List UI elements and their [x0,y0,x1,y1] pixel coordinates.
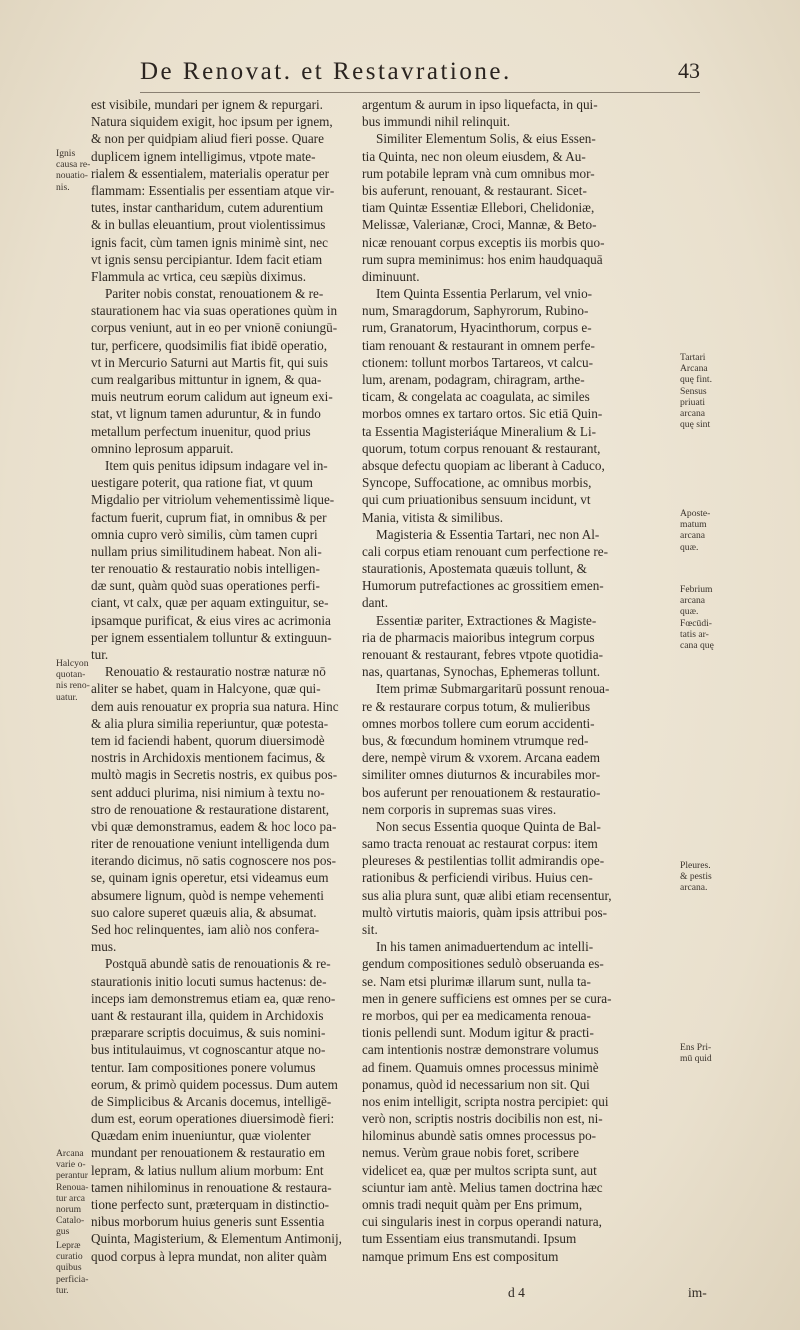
text-line: nas, quartanas, Synochas, Ephemeras tollunt. [362,664,601,680]
text-line: re & restaurare corpus totum, & mulieribus [362,698,591,714]
text-line: muis neutrum eorum calidum aut igneum exi- [91,389,333,405]
text-line: suo calore superet quæuis alia, & absumat. [91,904,317,920]
text-line: tur, perficere, quodsimilis fiat ibidē operatio, [91,337,328,353]
text-line: similiter omnes diuturnos & incurabiles mor- [362,767,601,783]
margin-note-line: gus [56,1226,70,1238]
text-line: verò non, scriptis nostris docibilis non est, ni- [362,1111,603,1127]
text-line: vt in Mercurio Saturni aut Martis fit, qui suis [91,354,328,370]
margin-note-line: quotan- [56,669,86,681]
margin-note-line: matum [680,519,707,531]
text-line: Renouatio & restauratio nostræ naturæ nō [105,664,326,680]
text-line: multò virtutis maioris, quàm ipsis attribui pos- [362,904,608,920]
text-line: ipsamque purificat, & eius vires ac acrimonia [91,612,331,628]
margin-note-line: Lepræ [56,1240,81,1251]
text-line: Non secus Essentia quoque Quinta de Bal- [376,818,601,834]
margin-note-line: Catalo- [56,1215,85,1227]
margin-note-line: & pestis [680,871,712,883]
text-line: videlicet ea, quæ per multos scripta sunt, aut [362,1162,597,1178]
text-line: argentum & aurum in ipso liquefacta, in qui- [362,97,598,112]
text-line: Postquā abundè satis de renouationis & re- [105,956,331,972]
right-text-column [362,96,624,1265]
text-line: ria de pharmacis maioribus integrum corpus [362,629,595,645]
text-line: cali corpus etiam renouant cum perfectione re- [362,543,609,559]
text-line: bis auferunt, renouant, & restaurant. Sicet- [362,182,587,198]
text-line: sit. [362,922,378,937]
margin-note-line: Febrium [680,584,713,595]
margin-note-line: quæ. [680,606,699,618]
text-line: præparare scriptis docuimus, & suis nomini- [91,1025,326,1041]
text-line: cui singularis inest in corpus operandi natura, [362,1214,602,1230]
text-line: Mania, vitista & similibus. [362,509,504,525]
text-line: stat, vt lignum tamen aduruntur, & in fundo [91,406,321,422]
page-number: 43 [678,58,700,83]
margin-note-line: arcana [680,595,706,607]
margin-note-line: quę sint [680,419,711,431]
text-line: uant & restaurant illa, quidem in Archidoxis [91,1007,324,1023]
text-line: riter de renouatione veniunt intelligenda dum [91,836,330,852]
margin-note-line: Fœcūdi- [680,617,712,629]
margin-note-line: arcana [680,407,706,419]
text-line: Essentiæ pariter, Extractiones & Magiste- [376,612,597,628]
text-line: factum fuerit, cuprum fiat, in omnibus & per [91,509,327,525]
text-line: tum Essentiam eius transmutandi. Ipsum [362,1231,577,1247]
text-line: tem id faciendi habent, quorum diuersimodè [91,732,325,748]
text-line: rum supra meminimus: hos enim haudquaquā [362,251,603,267]
margin-note-line: Sensus [680,385,707,397]
text-line: nemus. Verùm graue nobis foret, scribere [362,1145,579,1161]
text-line: corpus veniunt, aut in eo per vnionē coniungū- [91,320,338,336]
text-line: Migdalio per vitriolum vehementissimè lique- [91,492,335,508]
text-line: tiam renouant & restaurant in omnem perfe- [362,337,595,353]
margin-note-apostemata [680,508,724,553]
text-line: nem corporis in supremas suas vires. [362,801,557,817]
margin-note-line: Arcana [56,1148,84,1159]
margin-note-line: nis reno- [56,680,90,692]
text-line: duplicem ignem intelligimus, vtpote mate- [91,148,316,164]
text-line: multò magis in Secretis nostris, ex quibus pos- [91,767,338,783]
text-line: Syncope, Suffocatione, ac omnibus morbis, [362,475,592,491]
text-line: & alia plura similia reperiuntur, quæ potesta- [91,715,329,731]
text-line: tionis pellendi sunt. Modum igitur & practi- [362,1025,594,1041]
text-line: nos enim intelligit, scripta nostra percipiet: qui [362,1093,609,1109]
margin-note-ignis [56,148,90,193]
left-text-column [91,96,353,1265]
text-line: renouant & restaurant, febres vtpote quotidia- [362,647,603,662]
text-line: tentur. Iam compositiones ponere volumus [91,1059,316,1075]
text-line: men in genere sufficiens est omnes per se cura- [362,990,612,1006]
text-line: ponamus, quòd id necessarium non sit. Qui [362,1076,590,1092]
running-header [140,56,700,93]
text-line: eorum, & primò quidem pocessus. Dum autem [91,1076,338,1092]
margin-note-tartari [680,352,724,430]
text-line: mundant per renouationem & restauratio em [91,1145,326,1161]
margin-note-line: Ens Pri- [680,1042,712,1053]
text-line: bus intitulauimus, vt cognoscantur atque no- [91,1042,326,1058]
text-line: ctionem: tollunt morbos Tartareos, vt calcu- [362,354,594,370]
text-line: Quædam enim inueniuntur, quæ violenter [91,1128,311,1144]
margin-note-line: Aposte- [680,508,711,519]
margin-note-line: tur. [56,1284,69,1296]
margin-note-line: mū quid [680,1053,712,1065]
text-line: tutes, instar cantharidum, cutem adurentium [91,200,324,216]
margin-note-line: varie o- [56,1159,86,1171]
text-line: pleureses & pestilentias tollit admirandis ope- [362,853,605,869]
text-line: stro de renouatione & restauratione distarent, [91,801,330,817]
text-line: uestigare poterit, qua ratione fiat, vt quum [91,475,313,491]
margin-note-line: Halcyon [56,658,89,669]
margin-note-line: causa re- [56,159,90,171]
text-line: absque defectu quopiam ac liberant à Caduco, [362,457,605,473]
margin-note-line: quę fint. [680,374,712,386]
margin-note-arcana [56,1148,90,1238]
margin-note-line: quibus [56,1262,82,1274]
text-line: In his tamen animaduertendum ac intelli- [376,939,594,955]
margin-note-halcyon [56,658,90,703]
text-line: iterando dicimus, nō satis cognoscere nos pos- [91,853,337,869]
text-line: de Simplicibus & Arcanis docemus, intelligē- [91,1093,332,1109]
text-line: diminuunt. [362,268,420,284]
text-line: se. Nam etsi plurimæ illarum sunt, nulla ta- [362,973,591,989]
margin-note-line: Ignis [56,148,76,159]
catchword: im- [688,1285,707,1300]
text-line: per ignem essentialem tolluntur & extinguun- [91,629,332,645]
text-line: staurationis, Apostemata quæuis tollunt, & [362,561,587,577]
margin-note-line: perantur [56,1170,88,1182]
text-line: bus, & fœcundum hominem vtrumque red- [362,732,589,748]
text-line: Natura siquidem exigit, hoc ipsum per ignem, [91,114,333,130]
text-line: Sed hoc relinquentes, iam aliò nos confera- [91,922,320,937]
text-line: Magisteria & Essentia Tartari, nec non Al- [376,526,600,542]
margin-note-line: nis. [56,181,70,193]
margin-note-pleures [680,860,724,894]
text-line: mus. [91,939,117,955]
text-line: omnia cupro verò similis, cùm tamen cupri [91,526,318,542]
text-line: nicæ renouant corpus exceptis iis morbis quo- [362,234,605,250]
text-line: rationibus & perficiendi viribus. Huius cen- [362,870,593,886]
text-line: ciant, vt calx, quæ per aquam extinguitur, se- [91,595,329,611]
text-line: Pariter nobis constat, renouationem & re- [105,286,324,302]
margin-note-febrium [680,584,724,651]
text-line: nostris in Archidoxis mentionem facimus, & [91,750,326,766]
header-title: De Renovat. et Restavratione. [140,58,512,85]
text-line: cum realgaribus mittuntur in ignem, & qua- [91,372,322,387]
text-line: nullam prius similitudinem habeat. Non ali- [91,543,322,559]
text-line: omnino leprosum apparuit. [91,440,234,456]
text-line: quorum, totum corpus renouant & restaurant, [362,440,601,456]
text-line: tamen nihilominus in renouatione & restaura- [91,1179,332,1195]
text-line: cam intentionis nostræ demonstrare volumus [362,1042,599,1058]
margin-note-line: uatur. [56,691,78,703]
text-line: tione perfecto sunt, præterquam in distinctio- [91,1197,330,1212]
margin-note-line: priuati [680,396,706,408]
text-line: omnes morbos tollere cum eorum accidenti- [362,715,595,731]
margin-note-ens [680,1042,724,1064]
margin-note-line: Pleures. [680,860,711,871]
text-line: Item Quinta Essentia Perlarum, vel vnio- [376,286,593,302]
text-line: sent adduci plurima, nisi nimium à textu no- [91,784,325,800]
text-line: lum, arenam, podagram, chiragram, arthe- [362,372,585,387]
text-line: samo tracta renouat ac restaurat corpus: item [362,836,598,852]
margin-note-line: perficia- [56,1273,89,1285]
signature-mark: d 4 [508,1285,525,1300]
text-line: rialem & essentialem, materialis operatur per [91,165,330,181]
text-line: staurationem hac via suas operationes quùm in [91,303,338,319]
text-line: hilominus abundè satis omnes processus po- [362,1128,597,1144]
text-line: dere, nempè virum & vxorem. Arcana eadem [362,750,601,766]
margin-note-line: norum [56,1203,82,1215]
text-line: bus immundi nihil relinquit. [362,114,510,130]
text-line: Quinta, Magisterium, & Elementum Antimonij, [91,1231,342,1247]
text-line: sus alia plura sunt, quæ alibi etiam recensentur, [362,887,612,903]
text-line: rum, Granatorum, Hyacinthorum, corpus e- [362,320,592,336]
margin-note-line: tur arca [56,1192,86,1204]
margin-note-line: Renoua- [56,1181,89,1193]
text-line: est visibile, mundari per ignem & repurgari. [91,97,323,112]
text-line: & in bullas eleuantium, prout violentissimus [91,217,326,233]
text-line: nibus morborum huius generis sunt Essentia [91,1214,325,1230]
text-line: Item primæ Submargaritarū possunt renoua- [376,681,610,697]
text-line: tur. [91,647,109,662]
text-line: Melissæ, Valerianæ, Croci, Mannæ, & Beto- [362,217,597,233]
text-line: dæ sunt, quàm quòd suas operationes perfi- [91,578,320,594]
text-line: metallum perfectum inuenitur, quod prius [91,423,311,439]
text-line: Humorum putrefactiones ac grossitiem emen- [362,578,604,594]
text-line: Similiter Elementum Solis, & eius Essen- [376,131,596,147]
text-line: bos auferunt per renouationem & restauratio- [362,784,601,800]
margin-note-lepra [56,1240,90,1296]
text-line: inceps iam demonstremus etiam ea, quæ reno- [91,990,336,1006]
text-line: Item quis penitus idipsum indagare vel in- [105,457,328,473]
text-line: rum potabile lepram vnà cum omnibus mor- [362,165,595,181]
margin-note-line: quæ. [680,541,699,553]
text-line: ad finem. Quamuis omnes processus minimè [362,1059,599,1075]
text-line: lepram, & latius nullum alium morbum: Ent [91,1162,324,1178]
text-line: se, quinam ignis operetur, etsi videamus eum [91,870,329,886]
text-line: vbi quæ demonstramus, eadem & hoc loco pa- [91,818,337,834]
text-line: omnis tradi nequit quàm per Ens primum, [362,1197,583,1212]
margin-note-line: Tartari [680,352,706,363]
margin-note-line: nouatio- [56,170,88,182]
text-line: morbos omnes ex tartaro ortos. Sic etiā Quin- [362,406,603,422]
text-line: qui cum priuationibus sensuum incidunt, vt [362,492,591,508]
text-line: ticam, & congelata ac coagulata, ac similes [362,389,590,405]
text-line: namque primum Ens est compositum [362,1248,559,1264]
text-line: staurationis initio locuti sumus hactenus: de- [91,973,327,989]
text-line: dem auis renouatur ex propria sua natura. Hinc [91,698,339,714]
text-line: dant. [362,595,389,611]
text-line: tia Quinta, nec non oleum eiusdem, & Au- [362,148,586,164]
text-line: gendum compositiones sedulò obseruanda es- [362,956,604,972]
text-line: Flammula ac vrtica, ceu sæpiùs diximus. [91,268,306,284]
text-line: dum est, eorum operationes diuersimodè fieri: [91,1111,335,1127]
text-line: aliter se habet, quam in Halcyone, quæ qui- [91,681,321,697]
margin-note-line: arcana [680,530,706,542]
text-line: ta Essentia Magisteriáque Mineralium & Li- [362,423,597,439]
margin-note-line: cana quę [680,639,714,651]
margin-note-line: tatis ar- [680,628,709,640]
text-line: absumere lignum, quòd is nempe vehementi [91,887,324,903]
text-line: tiam Quintæ Essentiæ Ellebori, Chelidoniæ, [362,200,595,216]
text-line: ter renouatio & restauratio nobis intelligen- [91,561,320,577]
margin-note-line: arcana. [680,882,708,894]
text-line: vt ignis sensu percipiantur. Idem facit etiam [91,251,323,267]
text-line: & non per quidpiam aliud fieri posse. Quare [91,131,324,147]
text-line: re morbos, qui per ea medicamenta renoua- [362,1007,591,1023]
text-line: sciuntur iam antè. Melius tamen doctrina hæc [362,1179,603,1195]
margin-note-line: Arcana [680,363,708,375]
margin-note-line: curatio [56,1251,83,1263]
text-line: ignis facit, cùm tamen ignis minimè sint, nec [91,234,328,250]
text-line: quod corpus à lepra mundat, non aliter quàm [91,1248,327,1264]
text-line: flammam: Essentialis per essentiam atque vir- [91,182,335,198]
text-line: num, Smaragdorum, Saphyrorum, Rubino- [362,303,589,319]
